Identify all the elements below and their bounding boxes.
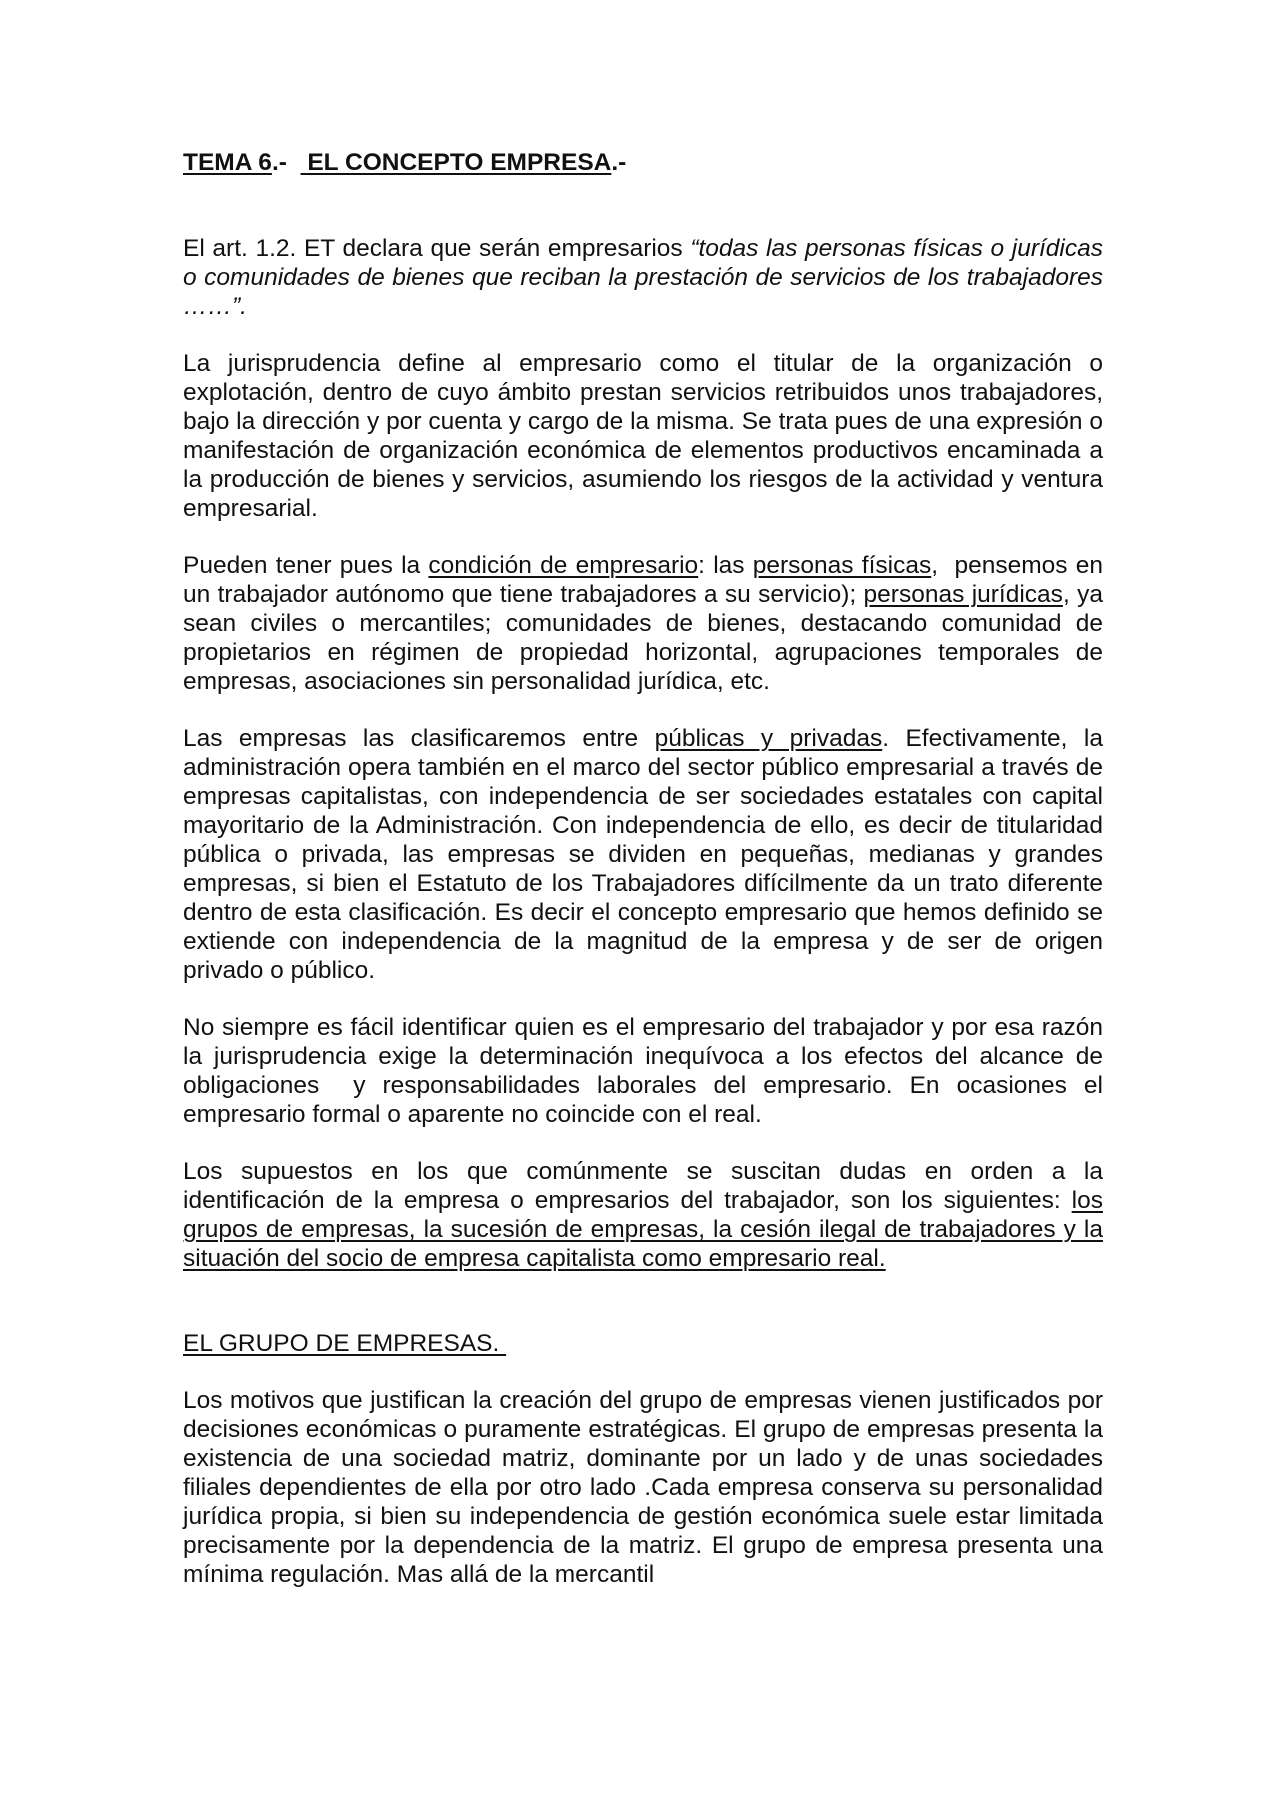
title-tema: TEMA 6 bbox=[183, 149, 272, 176]
text-run: Las empresas las clasificaremos entre bbox=[183, 725, 655, 752]
underlined-publicas-privadas: públicas y privadas bbox=[654, 725, 883, 752]
paragraph-grupo-empresas: Los motivos que justifican la creación del grupo de empresas vienen justificados por decisiones económicas o puramente estratégicas. El grupo de empresas presenta la existencia de una sociedad matriz, dominante por un lado y de unas sociedades filiales dependientes de ella por otro lado .Cada empresa conserva su personalidad jurídica propia, si bien su independencia de gestión económica suele estar limitada precisamente por la dependencia de la matriz. El grupo de empresa presenta una mínima regulación. Mas allá de la mercantil bbox=[183, 1387, 1103, 1588]
paragraph-condicion-empresario bbox=[183, 551, 1110, 696]
underlined-supuestos-list: los grupos de empresas, la sucesión de empresas, la cesión ilegal de trabajadores y la situación del socio de empresa capitalista como empresario real. bbox=[183, 1187, 1103, 1272]
text-run: . Efectivamente, la administración opera también en el marco del sector público empresarial a través de empresas capitalistas, con independencia de ser sociedades estatales con capital mayoritario de la Administración. Con independencia de ello, es decir de titularidad pública o privada, las empresas se dividen en pequeñas, medianas y grandes empresas, si bien el Estatuto de los Trabajadores difícilmente da un trato diferente dentro de esta clasificación. Es decir el concepto empresario que hemos definido se extiende con independencia de la magnitud de la empresa y de ser de origen privado o público. bbox=[183, 725, 1103, 984]
text-run: , ya sean civiles o mercantiles; comunidades de bienes, destacando comunidad de propietarios en régimen de propiedad horizontal, agrupaciones temporales de empresas, asociaciones sin personalidad jurídica, etc. bbox=[183, 581, 1103, 695]
document-page bbox=[183, 148, 1110, 1617]
section-title-text: EL GRUPO DE EMPRESAS. bbox=[183, 1330, 507, 1357]
paragraph-intro: El art. 1.2. ET declara que serán empresarios bbox=[183, 235, 691, 262]
title-end: .- bbox=[611, 149, 627, 176]
paragraph-supuestos bbox=[183, 1157, 1103, 1273]
paragraph-jurisprudencia: La jurisprudencia define al empresario como el titular de la organización o explotación, dentro de cuyo ámbito prestan servicios retribuidos unos trabajadores, bajo la dirección y por cuenta y cargo de la misma. Se trata pues de una expresión o manifestación de organización económica de elementos productivos encaminada a la producción de bienes y servicios, asumiendo los riesgos de la actividad y ventura empresarial. bbox=[183, 350, 1103, 522]
text-run: , pensemos en un trabajador autónomo que tiene trabajadores a su servicio); bbox=[183, 552, 1110, 608]
paragraph-art-1-2 bbox=[183, 234, 1103, 321]
text-run: Pueden tener pues la bbox=[183, 552, 429, 579]
title-separator: .- bbox=[271, 149, 301, 176]
text-run: Los supuestos en los que comúnmente se suscitan dudas en orden a la identificación de la empresa o empresarios del trabajador, son los siguientes: bbox=[183, 1158, 1103, 1214]
section-title bbox=[183, 1329, 1103, 1358]
paragraph-publicas-privadas bbox=[183, 724, 1103, 985]
title-concepto: EL CONCEPTO EMPRESA bbox=[300, 149, 612, 176]
underlined-personas-juridicas: personas jurídicas bbox=[863, 581, 1063, 608]
legal-quote: “todas las personas físicas o jurídicas o comunidades de bienes que reciban la prestación de servicios de los trabajadores ……”. bbox=[183, 235, 1103, 320]
underlined-condicion: condición de empresario bbox=[428, 552, 699, 579]
paragraph-identificar-empresario: No siempre es fácil identificar quien es el empresario del trabajador y por esa razón la jurisprudencia exige la determinación inequívoca a los efectos del alcance de obligaciones y responsabilidades laborales del empresario. En ocasiones el empresario formal o aparente no coincide con el real. bbox=[183, 1014, 1110, 1128]
text-run: : las bbox=[698, 552, 753, 579]
underlined-personas-fisicas: personas físicas bbox=[752, 552, 932, 579]
document-title bbox=[183, 148, 1103, 177]
